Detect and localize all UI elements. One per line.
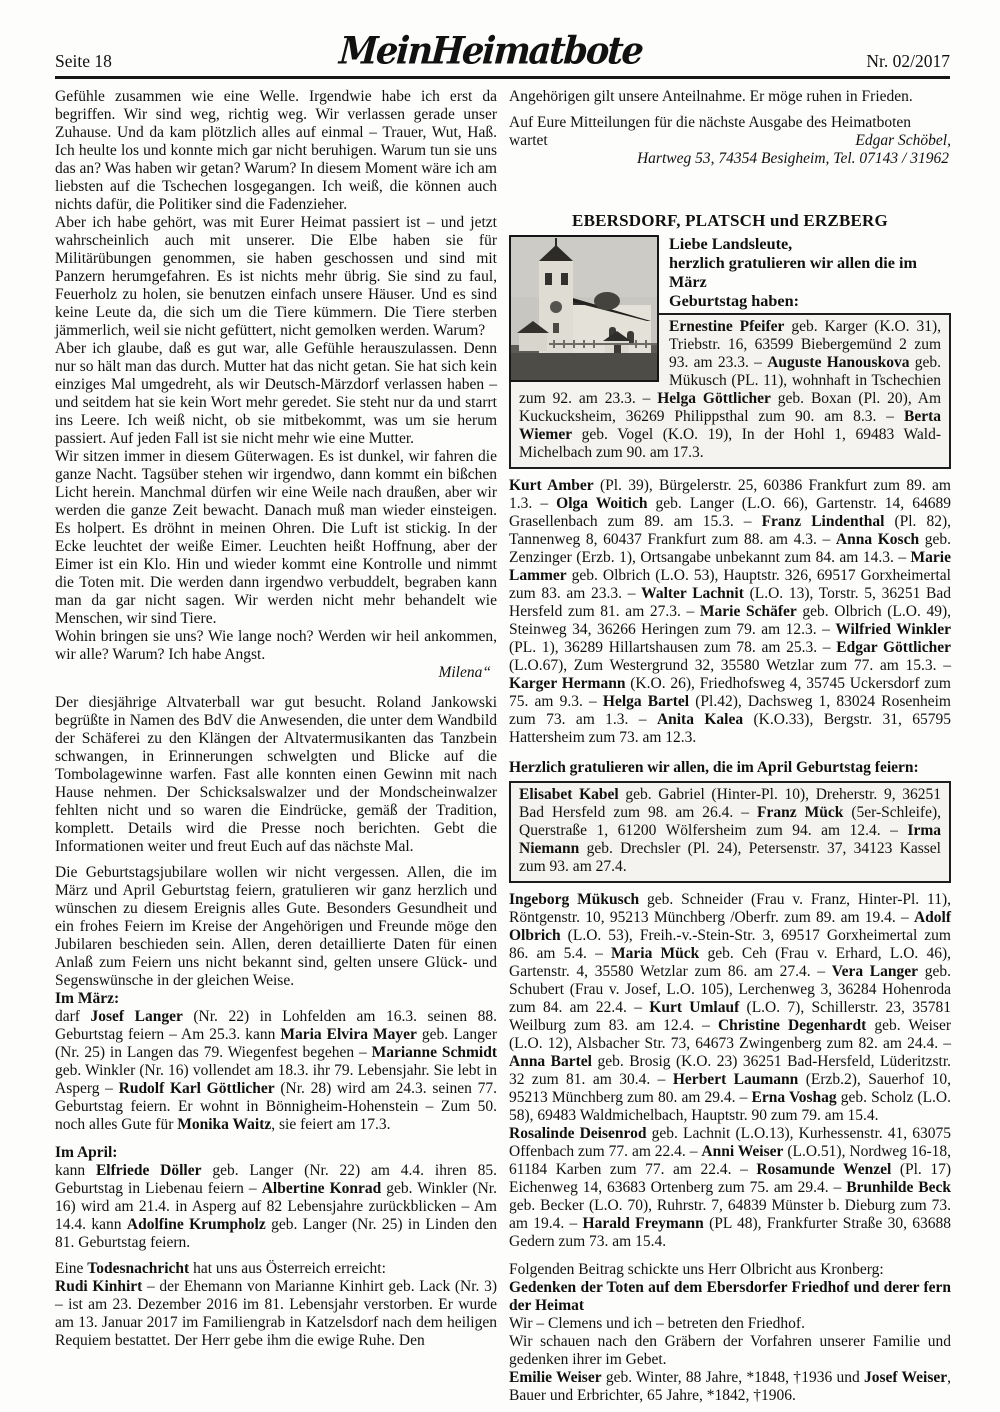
paragraph-anteilnahme: Angehörigen gilt unsere Anteilnahme. Er möge ruhen in Frieden.	[509, 88, 913, 105]
april-birthday-box: Elisabet Kabel geb. Gabriel (Hinter-Pl. 10), Dreherstr. 9, 36251 Bad Hersfeld zum 98. am 26.4. – Franz Mück (5er-Schleife), Querstraße 1, 61200 Wölfersheim zum 94. am 12.4. – Irma Niemann geb. Drechsler (Pl. 24), Petersenstr. 37, 34123 Kassel zum 93. am 27.4.	[509, 781, 951, 883]
page-columns	[55, 88, 951, 1405]
church-photo	[509, 235, 659, 382]
paragraph-todesnachricht-intro: Eine Todesnachricht hat uns aus Österreich erreicht:	[55, 1260, 386, 1277]
page-number: Seite 18	[55, 51, 112, 71]
paragraph-weiser: Emilie Weiser geb. Winter, 88 Jahre, *1848, †1936 und Josef Weiser, Bauer und Erbrichter, 65 Jahre, *1842, †1906.	[509, 1369, 951, 1404]
signature-milena: Milena“	[438, 664, 491, 681]
left-column	[55, 88, 497, 1405]
paragraph-jubilare: Die Geburtstagsjubilare wollen wir nicht vergessen. Allen, die im März und April Geburtstag feiern, gratulieren wir ganz herzlich und wünschen zu diesem Ereignis alles Gute. Besonders Gesundheit und ein frohes Feiern im Kreise der Angehörigen und Freunde möge den Jubilaren beschieden sein. Allen, deren detaillierte Daten für einen Anlaß zum Feiern uns nicht bekannt sind, gelten unsere Glück- und Segenswünsche in der gleichen Weise.	[55, 864, 497, 989]
paragraph-heimat: Aber ich habe gehört, was mit Eurer Heimat passiert ist – und jetzt wahrscheinlich auch mit unserer. Die Elbe haben sie für Militärübungen genommen, sie haben geschossen und sind mit Panzern herumgefahren. Es ist nichts mehr übrig. Sie sind zu faul, Feuerholz zu holen, sie benutzen einfach unsere Häuser. Und es sind keine Leute da, die sich um die Tiere kümmern. Die Tiere sterben jämmerlich, weil sie nicht gefüttert, nicht gemolken werden. Warum?	[55, 214, 497, 339]
greeting-line-1: Liebe Landsleute,	[669, 235, 793, 253]
paragraph-friedhof-2: Wir schauen nach den Gräbern der Vorfahren unserer Familie und gedenken ihrer im Gebet.	[509, 1333, 951, 1368]
march-birthday-box: Ernestine Pfeifer geb. Karger (K.O. 31), Triebstr. 16, 63599 Biebergemünd 2 zum 93. am 23.3. – Auguste Hanouskova geb. Mükusch (PL. 11), wohnhaft in Tschechien zum 92. am 23.3. – Helga Göttlicher geb. Boxan (Pl. 20), Am Kuckucksheim, 36269 Philippsthal zum 90. am 8.3. – Berta Wiemer geb. Vogel (K.O. 19), In der Hohl 1, 69483 Wald-Michelbach zum 90. am 17.3.	[509, 313, 951, 469]
editor-line	[509, 132, 951, 150]
page-header	[55, 0, 950, 79]
wartet-label: wartet	[509, 132, 548, 149]
paragraph-march-jubilees: Kurt Amber (Pl. 39), Bürgelerstr. 25, 60386 Frankfurt zum 89. am 1.3. – Olga Woitich geb. Langer (L.O. 66), Gartenstr. 14, 64689 Grasellenbach zum 89. am 15.3. – Franz Lindenthal (Pl. 82), Tannenweg 8, 60437 Frankfurt zum 88. am 4.3. – Anna Kosch geb. Zenzinger (Erzb. 1), Ortsangabe unbekannt zum 84. am 14.3. – Marie Lammer geb. Olbrich (L.O. 53), Hauptstr. 326, 69517 Gorxheimertal zum 83. am 23.3. – Walter Lachnit (L.O. 13), Torstr. 5, 36251 Bad Hersfeld zum 81. am 27.3. – Marie Schäfer geb. Olbrich (L.O. 49), Steinweg 34, 36266 Heringen zum 79. am 12.3. – Wilfried Winkler (PL. 1), 36289 Hillartshausen zum 78. am 25.3. – Edgar Göttlicher (L.O.67), Zum Westergrund 32, 35580 Wetzlar zum 77. am 15.3. – Karger Hermann (K.O. 26), Friedhofsweg 4, 35745 Uckersdorf zum 75. am 9.3. – Helga Bartel (Pl.42), Dachsweg 1, 83024 Rosenheim zum 73. am 1.3. – Anita Kalea (K.O.33), Bergstr. 31, 65795 Hattersheim zum 73. am 12.3.	[509, 477, 951, 746]
heading-gedenken: Gedenken der Toten auf dem Ebersdorfer Friedhof und derer fern der Heimat	[509, 1279, 951, 1314]
section-title-ebersdorf: EBERSDORF, PLATSCH und ERZBERG	[572, 211, 888, 230]
paragraph-altvaterball: Der diesjährige Altvaterball war gut besucht. Roland Jankowski begrüßte in Namen des BdV die Anwesenden, die unter dem Wandbild der Schäferei zu den Klängen der Altvatermusikanten das Tanzbein schwangen, in Erinnerungen schwelgten und Blicke auf die Tombolagewinne warfen. Fast alle konnten einen Gewinn mit nach Hause nehmen. Der Schicksalswalzer und der Mondscheinwalzer fehlten nicht und so waren die Eindrücke, gemäß der Tradition, komplett. Details wird die Presse noch berichten. Gebt die Informationen weiter und freut Euch auf das nächste Mal.	[55, 694, 497, 855]
paragraph-todesnachricht: Rudi Kinhirt – der Ehemann von Marianne Kinhirt geb. Lack (Nr. 3) – ist am 23. Dezember 2016 im 81. Lebensjahr verstorben. Er wurde am 13. Januar 2017 im Familiengrab in Katzelsdorf nach dem heiligen Requiem bestattet. Der Herr gebe ihm die ewige Ruhe. Den	[55, 1278, 497, 1349]
heading-im-april: Im April:	[55, 1144, 118, 1161]
paragraph-gueterwagen: Wir sitzen immer in diesem Güterwagen. Es ist dunkel, wir fahren die ganze Nacht. Tagsüber stehen wir irgendwo, dann kommt ein bißchen Licht herein. Manchmal dürfen wir eine Weile nach draußen, aber wir werden die ganze Zeit bewacht. Danach muß man wieder einsteigen. Es holpert. Es dröhnt in meinen Ohren. Die Luft ist stickig. In der Ecke leuchtet der weiße Eimer. Leuchten heißt Hoffnung, aber der Eimer ist ein Klo. Hin und wieder kommt eine Kontrolle und nimmt die Toten mit. Die werden dann irgendwo verbuddelt, begraben kann man da gar nicht sagen. Wir werden nicht mehr behandelt wie Menschen, wir sind Tiere.	[55, 448, 497, 627]
paragraph-gefuehle: Aber ich glaube, daß es gut war, alle Gefühle herauszulassen. Denn nur so hält man das durch. Mutter hat das nicht getan. Sie hat sich kein einziges Mal umgedreht, als wir Deutsch-Märzdorf verlassen haben – und seitdem hat sie kein Wort mehr geredet. Sie steht nur da und starrt ins Leere. Ich weiß nicht, ob sie mitbekommt, was um sie herum passiert. Auf jeden Fall ist sie nicht mehr wie eine Mutter.	[55, 340, 497, 447]
heading-im-maerz: Im März:	[55, 990, 120, 1007]
paragraph-welle: Gefühle zusammen wie eine Welle. Irgendwie habe ich erst da begriffen. Wir sind weg, richtig weg. Wir verlassen gerade unser Zuhause. Und da kam plötzlich alles auf einmal – Trauer, Wut, Haß. Ich heulte los und konnte mich gar nicht beruhigen. Warum tun sie uns das an? Was haben wir getan? Warum? In diesem Moment wäre ich am liebsten auf die Tschechen losgegangen. Ich weiß, die können auch nichts dafür, die Politiker sind die Fadenzieher.	[55, 88, 497, 213]
paragraph-friedhof-1: Wir – Clemens und ich – betreten den Friedhof.	[509, 1315, 805, 1332]
editor-address: Hartweg 53, 74354 Besigheim, Tel. 07143 / 31962	[636, 150, 949, 167]
paragraph-wohin: Wohin bringen sie uns? Wie lange noch? Werden wir heil ankommen, wir alle? Warum? Ich habe Angst.	[55, 628, 497, 663]
right-column	[509, 88, 951, 1405]
greeting-line-2: herzlich gratulieren wir allen die im März	[669, 254, 918, 291]
editor-name: Edgar Schöbel,	[855, 132, 951, 149]
church-photo-image	[511, 237, 657, 380]
paragraph-april-jubilees: Ingeborg Mükusch geb. Schneider (Frau v. Franz, Hinter-Pl. 11), Röntgenstr. 10, 95213 Münchberg /Oberfr. zum 89. am 19.4. – Adolf Olbrich (L.O. 53), Freih.-v.-Stein-Str. 3, 69517 Gorxheimertal zum 86. am 5.4. – Maria Mück geb. Ceh (Frau v. Erhard, L.O. 46), Gartenstr. 4, 35580 Wetzlar zum 86. am 27.4. – Vera Langer geb. Schubert (Frau v. Josef, L.O. 105), Lerchenweg 3, 36284 Hohenroda zum 84. am 22.4. – Kurt Umlauf (L.O. 7), Schillerstr. 23, 35781 Weilburg zum 83. am 12.4. – Christine Degenhardt geb. Weiser (L.O. 12), Alsbacher Str. 73, 64673 Zwingenberg zum 82. am 24.4. – Anna Bartel geb. Brosig (K.O. 23) 36251 Bad-Hersfeld, Lüderitzstr. 32 zum 81. am 30.4. – Herbert Laumann (Erzb.2), Sauerhof 10, 95213 Münchberg zum 80. am 29.4. – Erna Voshag geb. Scholz (L.O. 58), 69483 Waldmichelbach, Hauptstr. 90 zum 79. am 15.4.	[509, 891, 952, 1124]
jubilee-section	[509, 235, 951, 469]
paragraph-maerz-jubilare: darf Josef Langer (Nr. 22) in Lohfelden am 16.3. seinen 88. Geburtstag feiern – Am 25.3. kann Maria Elvira Mayer geb. Langer (Nr. 25) in Langen das 79. Wiegenfest begehen – Marianne Schmidt geb. Winkler (Nr. 16) vollendet am 18.3. ihr 79. Lebensjahr. Sie lebt in Asperg – Rudolf Karl Göttlicher (Nr. 28) wird am 24.3. seinen 77. Geburtstag feiern. Er wohnt in Bönnigheim-Hohenstein – Zum 50. noch alles Gute für Monika Waitz, sie feiert am 17.3.	[55, 1008, 498, 1133]
paragraph-april-jubilees-2: Rosalinde Deisenrod geb. Lachnit (L.O.13), Kurhessenstr. 41, 63075 Offenbach zum 77. am 22.4. – Anni Weiser (L.O.51), Nordweg 16-18, 61184 Karben zum 77. am 22.4. – Rosamunde Wenzel (Pl. 17) Eichenweg 14, 63683 Ortenberg zum 75. am 29.4. – Brunhilde Beck geb. Becker (L.O. 70), Ruhrstr. 7, 64839 Münster b. Dieburg zum 73. am 19.4. – Harald Freymann (PL 48), Frankfurter Straße 30, 63688 Gedern zum 73. am 15.4.	[509, 1125, 952, 1250]
paragraph-mitteilungen: Auf Eure Mitteilungen für die nächste Ausgabe des Heimatboten	[509, 114, 912, 131]
issue-number: Nr. 02/2017	[866, 51, 950, 71]
masthead-title: MeinHeimatbote	[337, 28, 644, 74]
paragraph-beitrag-intro: Folgenden Beitrag schickte uns Herr Olbricht aus Kronberg:	[509, 1261, 884, 1278]
heading-april-greeting: Herzlich gratulieren wir allen, die im April Geburtstag feiern:	[509, 759, 919, 776]
greeting-line-3: Geburtstag haben:	[669, 292, 799, 310]
paragraph-april-jubilare: kann Elfriede Döller geb. Langer (Nr. 22) am 4.4. ihren 85. Geburtstag in Liebenau feiern – Albertine Konrad geb. Winkler (Nr. 16) wird am 21.4. in Asperg auf 82 Lebensjahre zurückblicken – Am 14.4. kann Adolfine Krumpholz geb. Langer (Nr. 25) in Linden den 81. Geburtstag feiern.	[55, 1162, 497, 1251]
